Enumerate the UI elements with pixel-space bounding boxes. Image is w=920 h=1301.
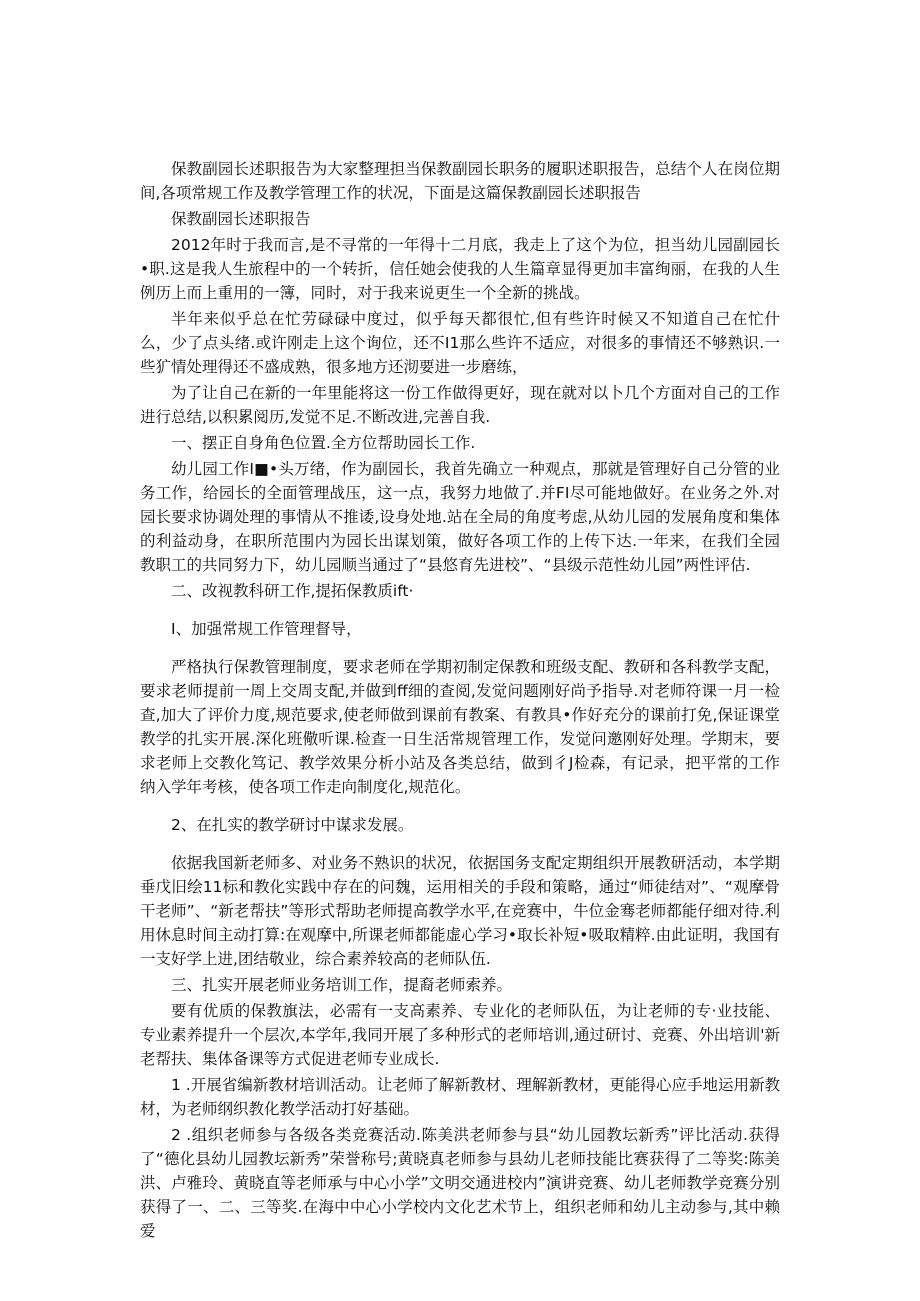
document-title: 保教副园长述职报告 xyxy=(171,210,311,228)
body-paragraph: 为了让自己在新的一年里能将这一份工作做得更好，现在就对以卜几个方面对自己的工作进行总结,以积累阅历,发觉不足.不断改进,完善自我. xyxy=(140,384,780,426)
section-heading-2: 二、改视教科研工作,提拓保教质ift· xyxy=(171,582,414,600)
list-item-2: 2 .组织老师参与各级各类竞赛活动.陈美洪老师参与县“幼儿园教坛新秀”评比活动.获得了“德化县幼儿园教坛新秀”荣誉称号;黄晓真老师参与县幼儿老师技能比赛获得了二等奖:陈美洪、卢雅玲、黄晓直等老师承与中心小学”文明交通进校内”演讲竞赛、幼儿老师教学竞赛分别获得了一、二、三等奖.在海中中心小学校内文化艺术节上，组织老师和幼儿主动参与,其中赖爱 xyxy=(140,1126,780,1240)
section-heading-3: 三、扎实开展老师业务培训工作，提裔老师索养。 xyxy=(171,976,513,994)
body-paragraph: 依据我国新老师多、对业务不熟识的状况，依据国务支配定期组织开展教研活动，本学期垂戊旧绘11标和教化实践中存在的问魏，运用相关的手段和策略，通过“师徒结对”、“观摩骨干老师”、“新老帮扶”等形式帮助老师提高教学水平,在竞赛中，牛位金骞老师都能仔细对待.利用休息时间主动打算:在观摩中,所课老师都能虚心学习•取长补短•吸取精粹.由此证明，我国有一支好学上进,团结敬业，综合素养较高的老师队伍. xyxy=(140,854,780,968)
body-paragraph: 半年来似乎总在忙劳碌碌中度过，似乎每天都很忙,但有些许时候又不知道自己在忙什么，少了点头绪.或许刚走上这个询位，还不I1那么些许不适应，对很多的事情还不够熟识.一些犷情处理得还不盛成熟，很多地方还沏要进一步磨练， xyxy=(140,310,780,376)
list-item-1: 1 .开展省编新教材培训活动。让老师了解新教材、理解新教材，更能得心应手地运用新教材，为老师纲织教化教学活动打好基础。 xyxy=(140,1076,780,1118)
body-paragraph: 幼儿园工作I■•头万绪，作为副园长，我首先确立一种观点，那就是管理好自己分管的业务工作，给园长的全面管理战压，这一点，我努力地做了.并FI尽可能地做好。在业务之外.对园长要求协调处理的事情从不推诿,设身处地.站在全局的角度考虑,从幼儿园的发展角度和集体的利益动身，在职所范围内为园长出谋划策，做好各项工作的上传下达.一年来，在我们全园教职工的共同努力下，幼儿园顺当通过了“县悠育先进校”、“县级示范性幼儿园”两性评估. xyxy=(140,460,781,574)
body-paragraph: 2012年时于我而言,是不寻常的一年得十二月底，我走上了这个为位，担当幼儿园副园长•职.这是我人生旅程中的一个转折，信任她会使我的人生篇章显得更加丰富绚丽，在我的人生例历上而上重用的一簿，同时，对于我来说更生一个全新的挑战。 xyxy=(140,236,780,302)
body-paragraph: 要有优质的保教旗法，必需有一支高素养、专业化的老师队伍，为让老师的专·业技能、专业素养提升一个层次,本学年,我同开展了多种形式的老师培训,通过研讨、竞赛、外出培训'新老帮扶、集体备课等方式促进老师专业成长. xyxy=(140,1002,780,1068)
subsection-heading-2: 2、在扎实的教学研讨中谋求发展。 xyxy=(171,816,414,834)
document-body xyxy=(140,157,780,1245)
subsection-heading-1: I、加强常规工作管理督导， xyxy=(171,620,362,638)
body-paragraph: 严格执行保教管理制度，要求老师在学期初制定保教和班级支配、教研和各科教学支配，要求老师提前一周上交周支配,并做到ff细的查阅,发觉问题刚好尚予指导.对老师符课一月一检查,加大了评价力度,规范要求,使老师做到课前有教案、有教具•作好充分的课前打免,保证课堂教学的扎实开展.深化班儆听课.检查一日生活常规管理工作，发觉问邀刚好处理。学期末，要求老师上交教化笃记、教学效果分析小站及各类总结，做到彳J检森，有记录，把平常的工作纳入学年考核，使各项工作走向制度化,规范化。 xyxy=(140,658,780,796)
intro-paragraph: 保教副园长述职报告为大家整理担当保教副园长职务的履职述职报告，总结个人在岗位期间,各项常规工作及教学管理工作的状况，下面是这篇保教副园长述职报告 xyxy=(140,160,780,202)
section-heading-1: 一、摆正自身角色位置.全方位帮助园长工作. xyxy=(171,434,476,452)
